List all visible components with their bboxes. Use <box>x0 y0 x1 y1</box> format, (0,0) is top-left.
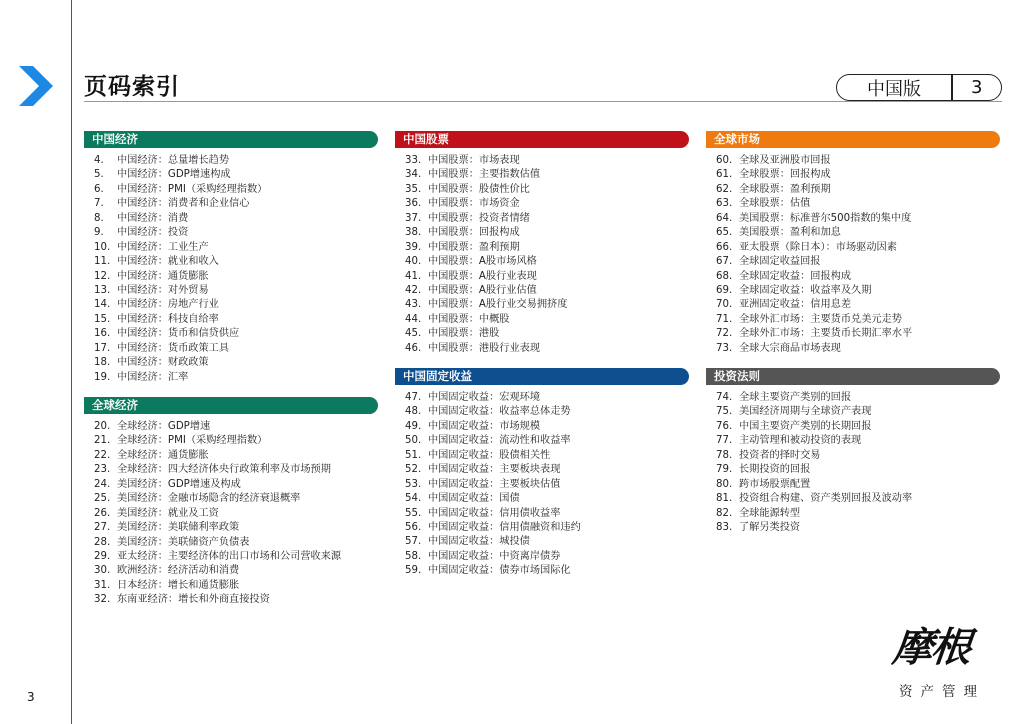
index-entry[interactable] <box>706 434 1000 448</box>
entry-page-number: 10. <box>94 241 111 253</box>
entry-title: 中国股票：港股行业表现 <box>428 342 541 354</box>
entry-page-number: 12. <box>94 270 111 282</box>
entry-title: 中国固定收益：股债相关性 <box>428 449 551 461</box>
entry-title: 美国经济：就业及工资 <box>117 507 219 519</box>
entry-title: 主动管理和被动投资的表现 <box>739 435 862 447</box>
entry-title: 全球及亚洲股市回报 <box>739 155 831 166</box>
entry-page-number: 46. <box>405 342 422 354</box>
entry-page-number: 38. <box>405 227 422 239</box>
entry-title: 中国经济：就业和收入 <box>117 256 219 268</box>
chevron-right-icon <box>19 66 53 106</box>
section-header: 中国经济 <box>84 131 378 148</box>
entry-page-number: 42. <box>405 284 422 296</box>
section-list <box>84 154 378 385</box>
index-entry[interactable] <box>84 463 378 477</box>
section-header: 投资法则 <box>706 368 1000 385</box>
entry-title: 中国经济：科技自给率 <box>117 313 219 325</box>
logo-main-text: 摩根 <box>890 624 972 671</box>
index-entry[interactable] <box>395 298 689 312</box>
entry-page-number: 41. <box>405 270 422 282</box>
entry-page-number: 53. <box>405 478 422 490</box>
index-entry[interactable] <box>706 391 1000 405</box>
entry-title: 中国固定收益：中资离岸债券 <box>428 550 561 562</box>
index-entry[interactable] <box>395 342 689 356</box>
index-entry[interactable] <box>706 183 1000 197</box>
index-entry[interactable] <box>395 434 689 448</box>
entry-title: 美国股票：标准普尔500指数的集中度 <box>739 212 912 224</box>
index-entry[interactable] <box>395 197 689 211</box>
entry-page-number: 65. <box>716 227 733 239</box>
entry-page-number: 63. <box>716 198 733 210</box>
entry-page-number: 36. <box>405 198 422 210</box>
section-list <box>395 154 689 356</box>
entry-page-number: 58. <box>405 550 422 562</box>
entry-page-number: 71. <box>716 313 733 325</box>
entry-page-number: 30. <box>94 565 111 577</box>
index-entry[interactable] <box>395 449 689 463</box>
index-entry[interactable] <box>706 327 1000 341</box>
entry-title: 中国股票：中概股 <box>428 313 510 325</box>
edition-label: 中国版 <box>867 78 921 100</box>
page-title: 页码索引 <box>84 74 180 100</box>
entry-title: 中国主要资产类别的长期回报 <box>739 420 872 432</box>
entry-title: 中国固定收益：信用债收益率 <box>428 507 561 519</box>
section-list <box>706 391 1000 535</box>
entry-title: 中国经济：货币政策工具 <box>117 342 230 354</box>
entry-page-number: 26. <box>94 507 111 519</box>
entry-page-number: 60. <box>716 155 733 166</box>
index-entry[interactable] <box>706 241 1000 255</box>
index-entry[interactable] <box>706 420 1000 434</box>
entry-title: 中国股票：A股行业表现 <box>428 270 537 282</box>
index-entry[interactable] <box>706 168 1000 182</box>
index-entry[interactable] <box>395 535 689 549</box>
index-entry[interactable] <box>84 564 378 578</box>
index-entry[interactable] <box>395 241 689 255</box>
index-entry[interactable] <box>84 521 378 535</box>
entry-title: 全球股票：估值 <box>739 198 811 210</box>
left-divider-line <box>71 0 72 724</box>
entry-page-number: 16. <box>94 328 111 340</box>
entry-title: 投资者的择时交易 <box>739 449 821 461</box>
entry-page-number: 15. <box>94 313 111 325</box>
index-entry[interactable] <box>84 420 378 434</box>
index-entry[interactable] <box>84 492 378 506</box>
entry-title: 中国固定收益：市场规模 <box>428 420 541 432</box>
index-entry[interactable] <box>395 270 689 284</box>
entry-title: 亚洲固定收益：信用息差 <box>739 299 852 311</box>
entry-page-number: 64. <box>716 212 733 224</box>
entry-title: 美国经济：金融市场隐含的经济衰退概率 <box>117 493 301 505</box>
entry-page-number: 17. <box>94 342 111 354</box>
entry-title: 全球经济：四大经济体央行政策利率及市场预期 <box>117 464 331 476</box>
entry-title: 中国经济：GDP增速构成 <box>117 169 231 181</box>
index-entry[interactable] <box>84 507 378 521</box>
entry-title: 东南亚经济：增长和外商直接投资 <box>117 594 270 606</box>
entry-title: 中国经济：总量增长趋势 <box>117 155 230 166</box>
entry-page-number: 68. <box>716 270 733 282</box>
entry-page-number: 73. <box>716 342 733 354</box>
entry-page-number: 66. <box>716 241 733 253</box>
entry-page-number: 59. <box>405 565 422 577</box>
index-entry[interactable] <box>706 507 1000 521</box>
index-entry[interactable] <box>84 550 378 564</box>
section-china-economy <box>84 131 378 385</box>
index-entry[interactable] <box>706 463 1000 477</box>
index-entry[interactable] <box>84 371 378 385</box>
entry-page-number: 79. <box>716 464 733 476</box>
index-entry[interactable] <box>395 255 689 269</box>
entry-title: 欧洲经济：经济活动和消费 <box>117 565 240 577</box>
entry-title: 全球大宗商品市场表现 <box>739 342 841 354</box>
index-entry[interactable] <box>84 342 378 356</box>
entry-page-number: 47. <box>405 392 422 403</box>
entry-title: 全球股票：回报构成 <box>739 169 831 181</box>
index-entry[interactable] <box>395 284 689 298</box>
entry-page-number: 11. <box>94 256 111 268</box>
index-entry[interactable] <box>706 255 1000 269</box>
entry-page-number: 40. <box>405 256 422 268</box>
entry-title: 中国固定收益：债券市场国际化 <box>428 565 571 577</box>
section-header: 全球市场 <box>706 131 1000 148</box>
entry-title: 全球固定收益：收益率及久期 <box>739 284 872 296</box>
page-number: 3 <box>27 690 35 704</box>
index-entry[interactable] <box>84 284 378 298</box>
entry-page-number: 51. <box>405 449 422 461</box>
entry-page-number: 81. <box>716 493 733 505</box>
section-china-equity <box>395 131 689 356</box>
index-entry[interactable] <box>706 298 1000 312</box>
index-entry[interactable] <box>706 284 1000 298</box>
entry-page-number: 48. <box>405 406 422 418</box>
section-china-fixed-income <box>395 368 689 579</box>
entry-title: 全球固定收益：回报构成 <box>739 270 852 282</box>
index-entry[interactable] <box>706 197 1000 211</box>
index-entry[interactable] <box>395 168 689 182</box>
entry-page-number: 39. <box>405 241 422 253</box>
entry-page-number: 54. <box>405 493 422 505</box>
entry-page-number: 76. <box>716 420 733 432</box>
entry-title: 美国经济周期与全球资产表现 <box>739 406 872 418</box>
index-entry[interactable] <box>84 449 378 463</box>
index-entry[interactable] <box>395 183 689 197</box>
entry-title: 全球固定收益回报 <box>739 256 821 268</box>
entry-page-number: 61. <box>716 169 733 181</box>
entry-title: 中国固定收益：城投债 <box>428 536 530 548</box>
entry-title: 中国经济：消费者和企业信心 <box>117 198 250 210</box>
entry-page-number: 57. <box>405 536 422 548</box>
entry-title: 中国固定收益：流动性和收益率 <box>428 435 571 447</box>
entry-title: 全球经济：PMI（采购经理指数） <box>117 435 268 447</box>
entry-title: 中国股票：市场资金 <box>428 198 520 210</box>
index-entry[interactable] <box>706 212 1000 226</box>
index-entry[interactable] <box>395 405 689 419</box>
entry-title: 中国经济：投资 <box>117 227 189 239</box>
entry-page-number: 62. <box>716 183 733 195</box>
index-entry[interactable] <box>395 507 689 521</box>
entry-page-number: 75. <box>716 406 733 418</box>
index-entry[interactable] <box>395 327 689 341</box>
entry-page-number: 70. <box>716 299 733 311</box>
index-entry[interactable] <box>84 579 378 593</box>
entry-page-number: 34. <box>405 169 422 181</box>
section-header: 全球经济 <box>84 397 378 414</box>
index-entry[interactable] <box>395 521 689 535</box>
edition-badge <box>836 74 1002 101</box>
entry-page-number: 13. <box>94 284 111 296</box>
section-list <box>706 154 1000 356</box>
entry-page-number: 32. <box>94 594 111 606</box>
index-entry[interactable] <box>84 255 378 269</box>
entry-title: 日本经济：增长和通货膨胀 <box>117 579 240 591</box>
entry-title: 中国经济：工业生产 <box>117 241 209 253</box>
section-header: 中国固定收益 <box>395 368 689 385</box>
entry-page-number: 19. <box>94 371 111 383</box>
title-underline <box>84 101 1002 102</box>
entry-page-number: 83. <box>716 521 733 533</box>
entry-title: 全球能源转型 <box>739 507 801 519</box>
index-entry[interactable] <box>84 212 378 226</box>
entry-page-number: 55. <box>405 507 422 519</box>
index-entry[interactable] <box>395 420 689 434</box>
entry-title: 亚太经济：主要经济体的出口市场和公司营收来源 <box>117 550 342 562</box>
entry-page-number: 21. <box>94 435 111 447</box>
index-entry[interactable] <box>84 197 378 211</box>
index-entry[interactable] <box>395 313 689 327</box>
entry-title: 中国固定收益：宏观环境 <box>428 392 541 403</box>
index-entry[interactable] <box>706 154 1000 168</box>
entry-page-number: 18. <box>94 357 111 369</box>
entry-page-number: 22. <box>94 449 111 461</box>
logo-sub-text: 资产管理 <box>899 684 985 700</box>
entry-title: 全球外汇市场：主要货币长期汇率水平 <box>739 328 913 340</box>
entry-page-number: 72. <box>716 328 733 340</box>
entry-title: 了解另类投资 <box>739 521 801 533</box>
entry-title: 中国经济：汇率 <box>117 371 189 383</box>
section-header: 中国股票 <box>395 131 689 148</box>
index-entry[interactable] <box>706 342 1000 356</box>
entry-page-number: 52. <box>405 464 422 476</box>
entry-page-number: 45. <box>405 328 422 340</box>
index-entry[interactable] <box>395 550 689 564</box>
section-list <box>84 420 378 608</box>
entry-title: 中国股票：股债性价比 <box>428 183 530 195</box>
index-entry[interactable] <box>706 313 1000 327</box>
index-entry[interactable] <box>395 212 689 226</box>
entry-title: 美国经济：美联储利率政策 <box>117 522 240 534</box>
entry-page-number: 27. <box>94 522 111 534</box>
entry-page-number: 69. <box>716 284 733 296</box>
entry-page-number: 28. <box>94 536 111 548</box>
entry-title: 中国固定收益：信用债融资和违约 <box>428 521 581 533</box>
entry-title: 中国股票：投资者情绪 <box>428 212 530 224</box>
entry-title: 中国经济：通货膨胀 <box>117 270 209 282</box>
entry-title: 中国股票：盈利预期 <box>428 241 520 253</box>
entry-title: 中国经济：消费 <box>117 212 189 224</box>
entry-page-number: 4. <box>94 155 104 166</box>
entry-page-number: 9. <box>94 227 104 239</box>
entry-title: 中国固定收益：主要板块表现 <box>428 464 561 476</box>
index-entry[interactable] <box>84 241 378 255</box>
index-entry[interactable] <box>84 593 378 607</box>
entry-page-number: 25. <box>94 493 111 505</box>
index-entry[interactable] <box>395 478 689 492</box>
index-entry[interactable] <box>706 492 1000 506</box>
entry-page-number: 31. <box>94 579 111 591</box>
entry-page-number: 37. <box>405 212 422 224</box>
entry-page-number: 77. <box>716 435 733 447</box>
index-entry[interactable] <box>706 449 1000 463</box>
index-entry[interactable] <box>84 327 378 341</box>
entry-title: 美国经济：GDP增速及构成 <box>117 478 241 490</box>
entry-title: 中国股票：回报构成 <box>428 227 520 239</box>
entry-title: 全球股票：盈利预期 <box>739 183 831 195</box>
entry-title: 中国经济：货币和信贷供应 <box>117 328 240 340</box>
entry-title: 中国经济：对外贸易 <box>117 284 209 296</box>
entry-page-number: 24. <box>94 478 111 490</box>
index-entry[interactable] <box>706 226 1000 240</box>
entry-page-number: 56. <box>405 521 422 533</box>
index-entry[interactable] <box>84 356 378 370</box>
index-entry[interactable] <box>84 226 378 240</box>
entry-page-number: 5. <box>94 169 104 181</box>
entry-title: 中国股票：市场表现 <box>428 155 520 166</box>
entry-title: 美国经济：美联储资产负债表 <box>117 536 250 548</box>
index-entry[interactable] <box>395 492 689 506</box>
entry-title: 全球经济：GDP增速 <box>117 421 211 432</box>
entry-page-number: 82. <box>716 507 733 519</box>
entry-title: 中国股票：港股 <box>428 328 500 340</box>
index-entry[interactable] <box>395 391 689 405</box>
section-investment-principles <box>706 368 1000 535</box>
index-entry[interactable] <box>84 434 378 448</box>
index-entry[interactable] <box>84 536 378 550</box>
entry-title: 中国经济：财政政策 <box>117 357 209 369</box>
entry-page-number: 33. <box>405 155 422 166</box>
edition-number: 3 <box>971 77 983 98</box>
entry-title: 长期投资的回报 <box>739 464 811 476</box>
entry-page-number: 29. <box>94 550 111 562</box>
entry-title: 中国经济：PMI（采购经理指数） <box>117 183 268 195</box>
index-entry[interactable] <box>706 270 1000 284</box>
entry-title: 全球外汇市场：主要货币兑美元走势 <box>739 313 902 325</box>
entry-page-number: 20. <box>94 421 111 432</box>
entry-page-number: 8. <box>94 212 104 224</box>
entry-page-number: 80. <box>716 478 733 490</box>
index-entry[interactable] <box>84 270 378 284</box>
index-entry[interactable] <box>706 405 1000 419</box>
entry-page-number: 49. <box>405 420 422 432</box>
index-entry[interactable] <box>395 226 689 240</box>
entry-page-number: 67. <box>716 256 733 268</box>
index-entry[interactable] <box>84 478 378 492</box>
entry-title: 中国经济：房地产行业 <box>117 299 219 311</box>
company-logo <box>890 622 1001 700</box>
entry-page-number: 44. <box>405 313 422 325</box>
entry-page-number: 35. <box>405 183 422 195</box>
entry-page-number: 6. <box>94 183 104 195</box>
section-global-markets <box>706 131 1000 356</box>
entry-title: 中国固定收益：主要板块估值 <box>428 478 561 490</box>
index-entry[interactable] <box>84 313 378 327</box>
index-entry[interactable] <box>84 154 378 168</box>
entry-page-number: 50. <box>405 435 422 447</box>
entry-title: 美国股票：盈利和加息 <box>739 227 841 239</box>
index-entry[interactable] <box>395 463 689 477</box>
entry-title: 中国股票：A股行业估值 <box>428 284 537 296</box>
index-entry[interactable] <box>706 478 1000 492</box>
index-entry[interactable] <box>84 183 378 197</box>
entry-title: 中国股票：A股市场风格 <box>428 256 537 268</box>
index-entry[interactable] <box>706 521 1000 535</box>
section-global-economy <box>84 397 378 608</box>
index-entry[interactable] <box>395 154 689 168</box>
entry-page-number: 43. <box>405 299 422 311</box>
entry-page-number: 14. <box>94 299 111 311</box>
section-list <box>395 391 689 579</box>
index-entry[interactable] <box>84 298 378 312</box>
entry-title: 中国股票：A股行业交易拥挤度 <box>428 299 568 311</box>
entry-title: 全球经济：通货膨胀 <box>117 449 209 461</box>
entry-title: 全球主要资产类别的回报 <box>739 392 852 403</box>
entry-title: 中国固定收益：收益率总体走势 <box>428 406 571 418</box>
entry-title: 投资组合构建、资产类别回报及波动率 <box>739 493 913 505</box>
entry-page-number: 74. <box>716 392 733 403</box>
entry-title: 中国固定收益：国债 <box>428 493 520 505</box>
entry-page-number: 23. <box>94 464 111 476</box>
index-entry[interactable] <box>395 564 689 578</box>
entry-title: 亚太股票（除日本）：市场驱动因素 <box>739 241 897 253</box>
entry-title: 中国股票：主要指数估值 <box>428 169 541 181</box>
index-entry[interactable] <box>84 168 378 182</box>
entry-title: 跨市场股票配置 <box>739 478 811 490</box>
entry-page-number: 78. <box>716 449 733 461</box>
entry-page-number: 7. <box>94 198 104 210</box>
